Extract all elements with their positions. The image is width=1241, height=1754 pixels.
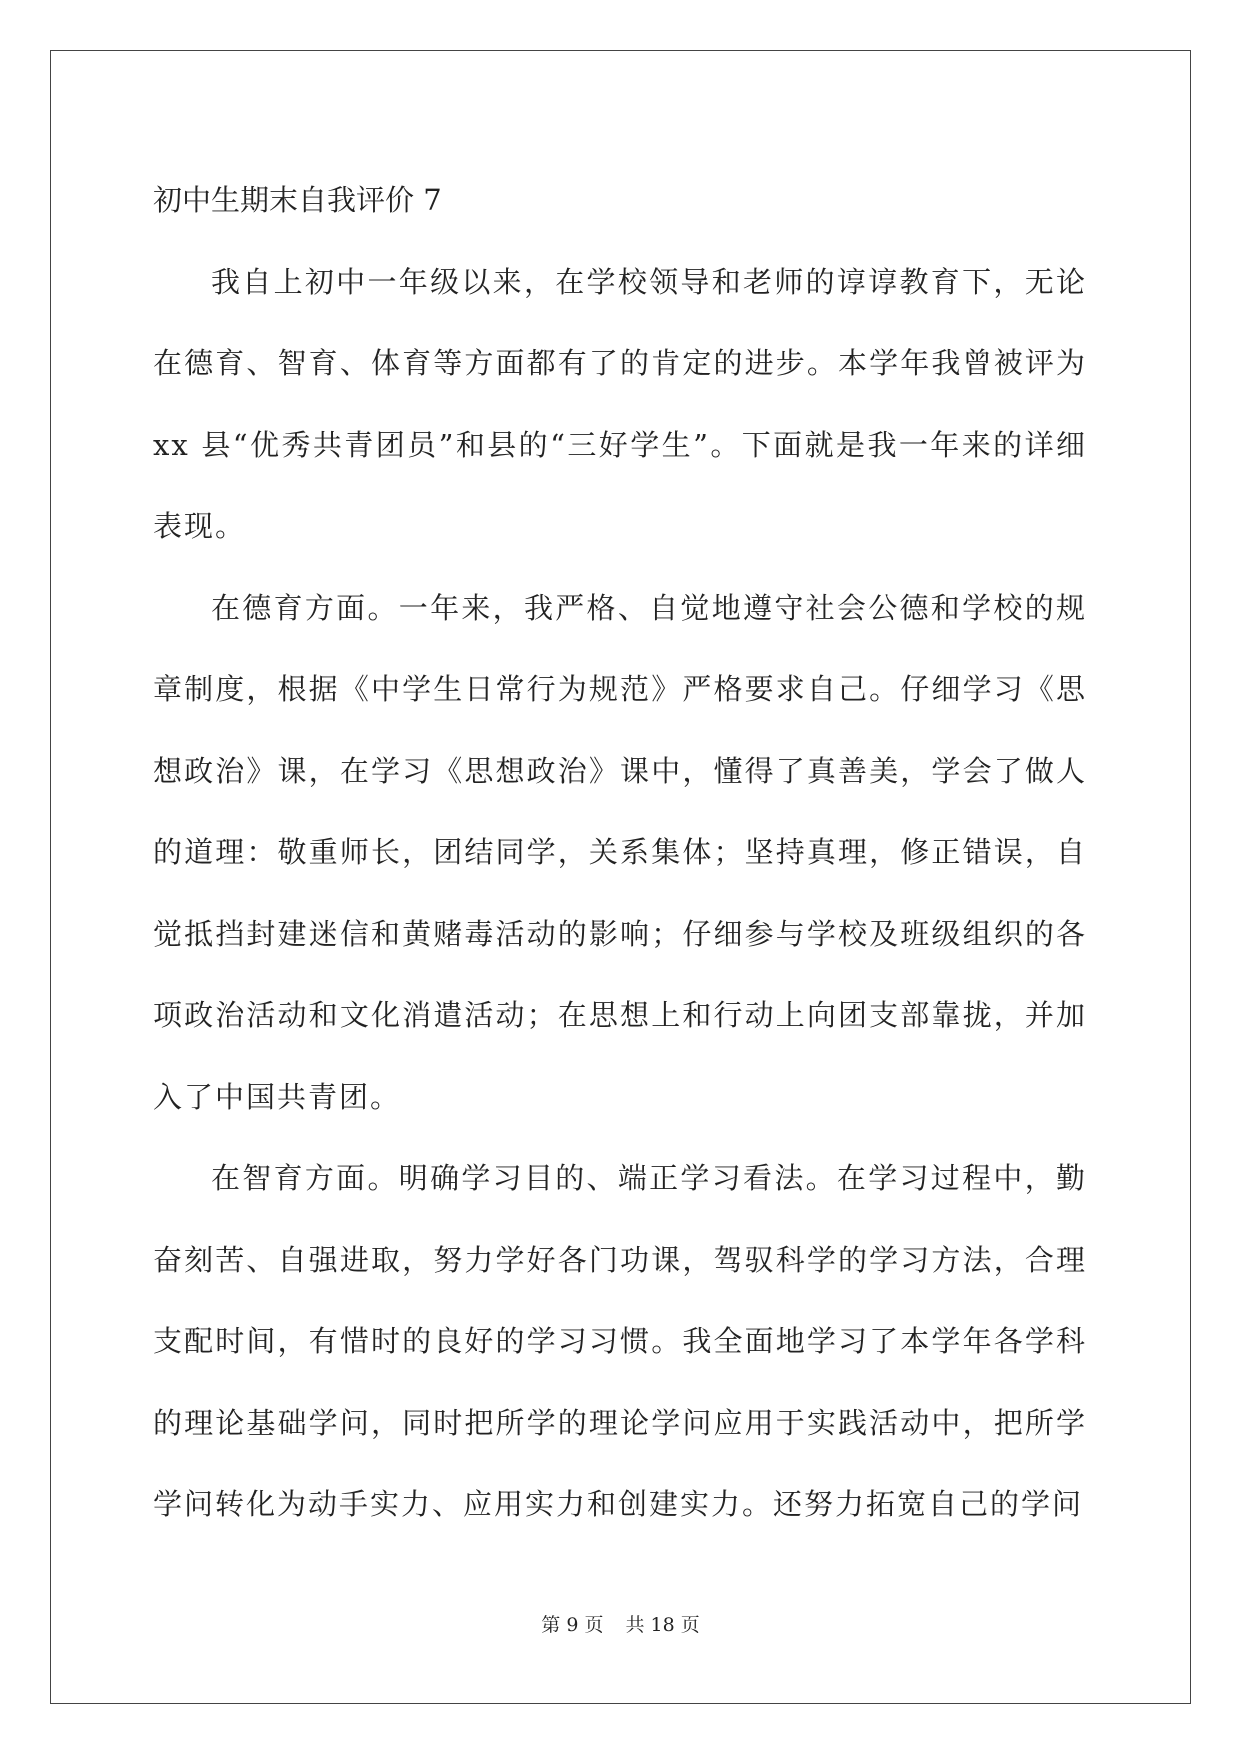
paragraph-intellectual-education: 在智育方面。明确学习目的、端正学习看法。在学习过程中，勤奋刻苦、自强进取，努力学好各门功课，驾驭科学的学习方法，合理支配时间，有惜时的良好的学习习惯。我全面地学习了本学年各学科的理论基础学问，同时把所学的理论学问应用于实践活动中，把所学学问转化为动手实力、应用实力和创建实力。还努力拓宽自己的学问 bbox=[153, 1161, 1087, 1521]
current-page-number: 第 9 页 bbox=[541, 1614, 604, 1636]
document-body bbox=[153, 160, 1087, 1546]
total-page-count: 共 18 页 bbox=[625, 1614, 700, 1636]
paragraph-moral-education: 在德育方面。一年来，我严格、自觉地遵守社会公德和学校的规章制度，根据《中学生日常行为规范》严格要求自己。仔细学习《思想政治》课，在学习《思想政治》课中，懂得了真善美，学会了做人的道理：敬重师长，团结同学，关系集体；坚持真理，修正错误，自觉抵挡封建迷信和黄赌毒活动的影响；仔细参与学校及班级组织的各项政治活动和文化消遣活动；在思想上和行动上向团支部靠拢，并加入了中国共青团。 bbox=[153, 590, 1087, 1114]
paragraph-intro: 我自上初中一年级以来，在学校领导和老师的谆谆教育下，无论在德育、智育、体育等方面都有了的肯定的进步。本学年我曾被评为 xx 县“优秀共青团员”和县的“三好学生”。下面就是我一年来的详细表现。 bbox=[153, 264, 1087, 543]
document-title: 初中生期末自我评价 7 bbox=[153, 183, 442, 217]
page-footer bbox=[0, 1610, 1241, 1637]
